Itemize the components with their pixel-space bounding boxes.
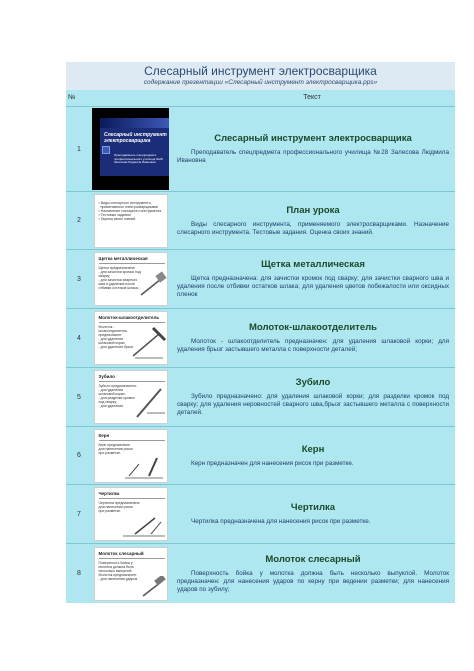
slide-bullet: несколько выпуклой. xyxy=(98,568,133,573)
slide-bullet: отбивки остатков шлака; xyxy=(98,286,139,290)
slide-thumbnail[interactable] xyxy=(92,544,169,603)
row-number: 4 xyxy=(66,309,92,367)
row-number: 1 xyxy=(66,107,92,191)
table-row xyxy=(66,543,455,603)
slide-thumbnail[interactable] xyxy=(92,485,169,543)
row-text xyxy=(169,368,455,426)
slide-thumbnail[interactable] xyxy=(92,192,169,249)
brush-illustration-icon xyxy=(139,267,167,301)
slide-bullet: ▪ Оценка своих знаний xyxy=(98,216,136,221)
document-header xyxy=(66,62,455,90)
table-row xyxy=(66,484,455,543)
slide-thumbnail[interactable] xyxy=(92,427,169,484)
row-text xyxy=(169,427,455,484)
slide-bullet: для нанесения рисок xyxy=(98,446,133,451)
document xyxy=(66,62,455,603)
row-description: Преподаватель спецпредмета профессионального училища №28 Залесова Людмила Ивановна xyxy=(177,149,449,164)
slide-bullet: - для удаления xyxy=(98,388,123,392)
table-row xyxy=(66,426,455,484)
slide-image xyxy=(94,252,168,306)
row-description: Виды слесарного инструмента, применяемого электросварщиками. Назначение слесарного инструмента. Тестовые задания. Оценка своих знаний. xyxy=(177,220,449,236)
slide-image xyxy=(94,547,168,601)
row-description: Зубило предназначено: для удаления шлаковой корки; для разделки кромок под сварку; для удаления неровностей сварного шва,брызг застывшего металла с поверхности деталей. xyxy=(177,393,449,416)
table-row xyxy=(66,106,455,191)
slide-bullet: Керн предназначен xyxy=(98,442,131,447)
slide-bullet: Щетка предназначена: xyxy=(98,266,136,270)
slide-bullet: сварку; xyxy=(98,274,111,278)
slide-title: Щетка металлическая xyxy=(98,256,148,261)
slide-bullet: для нанесения рисок xyxy=(98,505,133,509)
center-punch-illustration-icon xyxy=(123,454,167,482)
table-header xyxy=(66,90,455,106)
page-subtitle: содержание презентации «Слесарный инструмент электросварщика.pps» xyxy=(143,79,378,86)
slide-bullet: ▪ Виды слесарного инструмента, xyxy=(98,200,152,205)
slide-bullet: при разметке. xyxy=(98,450,122,455)
chisel-illustration-icon xyxy=(133,383,167,421)
slide-bullet: - для зачистки кромок под xyxy=(98,270,141,274)
row-title: Слесарный инструмент электросварщика xyxy=(214,133,412,144)
column-header-thumbnail xyxy=(92,90,169,106)
slide-bullet: при разметке. xyxy=(98,509,122,513)
page-title: Слесарный инструмент электросварщика xyxy=(144,64,377,78)
slide-bullet: Поверхность бойка у xyxy=(98,560,133,565)
slide-bullet: Зубило предназначено: xyxy=(98,384,137,388)
slide-title: Зубило xyxy=(98,374,115,379)
column-header-text: Текст xyxy=(303,94,321,101)
slide-bullet: предназначен: xyxy=(98,333,123,337)
slide-bullet: - для разделки кромок xyxy=(98,396,135,400)
slide-thumbnail[interactable] xyxy=(92,368,169,426)
slide-image xyxy=(94,487,168,541)
row-title: Зубило xyxy=(295,377,331,388)
row-description: Керн предназначен для нанесения рисок при разметке. xyxy=(191,459,354,467)
row-description: Чертилка предназначена для нанесения рисок при разметке. xyxy=(191,518,371,525)
scriber-illustration-icon xyxy=(121,514,167,540)
slide-bullet: шва и удаления после xyxy=(98,282,135,286)
slide-bullet: молотка должна быть xyxy=(98,564,134,569)
row-number: 3 xyxy=(66,250,92,308)
slide-bullet: шлаковой корки; xyxy=(98,392,126,396)
row-title: Щетка металлическая xyxy=(261,259,365,270)
slide-thumbnail[interactable] xyxy=(92,250,169,308)
row-title: Керн xyxy=(301,443,325,455)
slide-bullet: применяемого электросварщиками xyxy=(100,204,158,209)
row-text xyxy=(169,309,455,367)
row-title: Чертилка xyxy=(290,502,336,513)
slide-bullet: под сварку; xyxy=(98,400,118,404)
row-number: 6 xyxy=(66,427,92,484)
row-text xyxy=(169,192,455,249)
row-title: Молоток-шлакоотделитель xyxy=(249,322,377,333)
row-title: План урока xyxy=(286,204,340,216)
row-text xyxy=(169,544,455,603)
slide-bullet: шлакоотделитель xyxy=(98,329,128,333)
row-description: Щетка предназначена: для зачистки кромок под сварку; для зачистки сварного шва и удаления после отбивки остатков шлака; для удаления цветов побежалости или оксидных пленок xyxy=(177,275,449,298)
slide-bullet: Молоток - xyxy=(98,325,115,329)
row-description: Молоток - шлакоотделитель предназначен: для удаления шлаковой корки; для удаления брызг застывшего металла с поверхности деталей; xyxy=(177,338,449,353)
row-description: Поверхность бойка у молотка должна быть несколько выпуклой. Молоток предназначен: для нанесения ударов по керну при ведении разметки; для нанесения ударов по зубилу; xyxy=(177,569,449,593)
slide-image xyxy=(94,429,168,483)
row-title: Молоток слесарный xyxy=(265,553,361,565)
slide-title: Чертилка xyxy=(98,491,120,496)
table-row xyxy=(66,308,455,367)
row-text xyxy=(169,485,455,543)
slide-bullet: шлаковой корки; xyxy=(98,341,126,345)
hammer-illustration-icon xyxy=(139,576,167,600)
row-number: 7 xyxy=(66,485,92,543)
slide-thumbnail[interactable] xyxy=(92,309,169,367)
slide-image xyxy=(92,108,169,190)
slide-image xyxy=(94,194,168,248)
table-row xyxy=(66,191,455,249)
slide-bullet: Чертилка предназначена xyxy=(98,501,140,505)
slide-image xyxy=(94,370,168,424)
slide-title: Керн xyxy=(98,432,110,438)
row-number: 8 xyxy=(66,544,92,603)
slide-image xyxy=(94,311,168,365)
slide-bullet: Молоток предназначен: xyxy=(98,572,137,577)
slide-bullet: - для удаления xyxy=(98,337,123,341)
slide-thumbnail[interactable] xyxy=(92,107,169,191)
column-header-number: № xyxy=(68,94,76,101)
table-row xyxy=(66,367,455,426)
slide-bullet: - для удаления брызг xyxy=(98,345,134,349)
slide-title: Слесарный инструмент электросварщика xyxy=(104,132,167,144)
slide-bullet: ▪ Тестовые задания xyxy=(98,212,131,217)
slide-title: Молоток-шлакоотделитель xyxy=(98,315,160,320)
slide-bullet: - для нанесения ударов xyxy=(98,576,138,581)
row-text xyxy=(169,107,455,191)
row-number: 2 xyxy=(66,192,92,249)
slide-bullet: - для удаления xyxy=(98,404,123,408)
row-text xyxy=(169,250,455,308)
table-row xyxy=(66,249,455,308)
slide-bullet: ▪ Назначение слесарного инструмента xyxy=(98,208,162,213)
hammer-illustration-icon xyxy=(129,326,167,362)
slide-title: Молоток слесарный xyxy=(98,550,144,556)
slide-bullet: - для зачистки сварного xyxy=(98,278,138,282)
row-number: 5 xyxy=(66,368,92,426)
slide-subtitle: Преподаватель спецпредмета профессионального училища №28 Залесова Людмила Ивановна xyxy=(114,153,163,165)
